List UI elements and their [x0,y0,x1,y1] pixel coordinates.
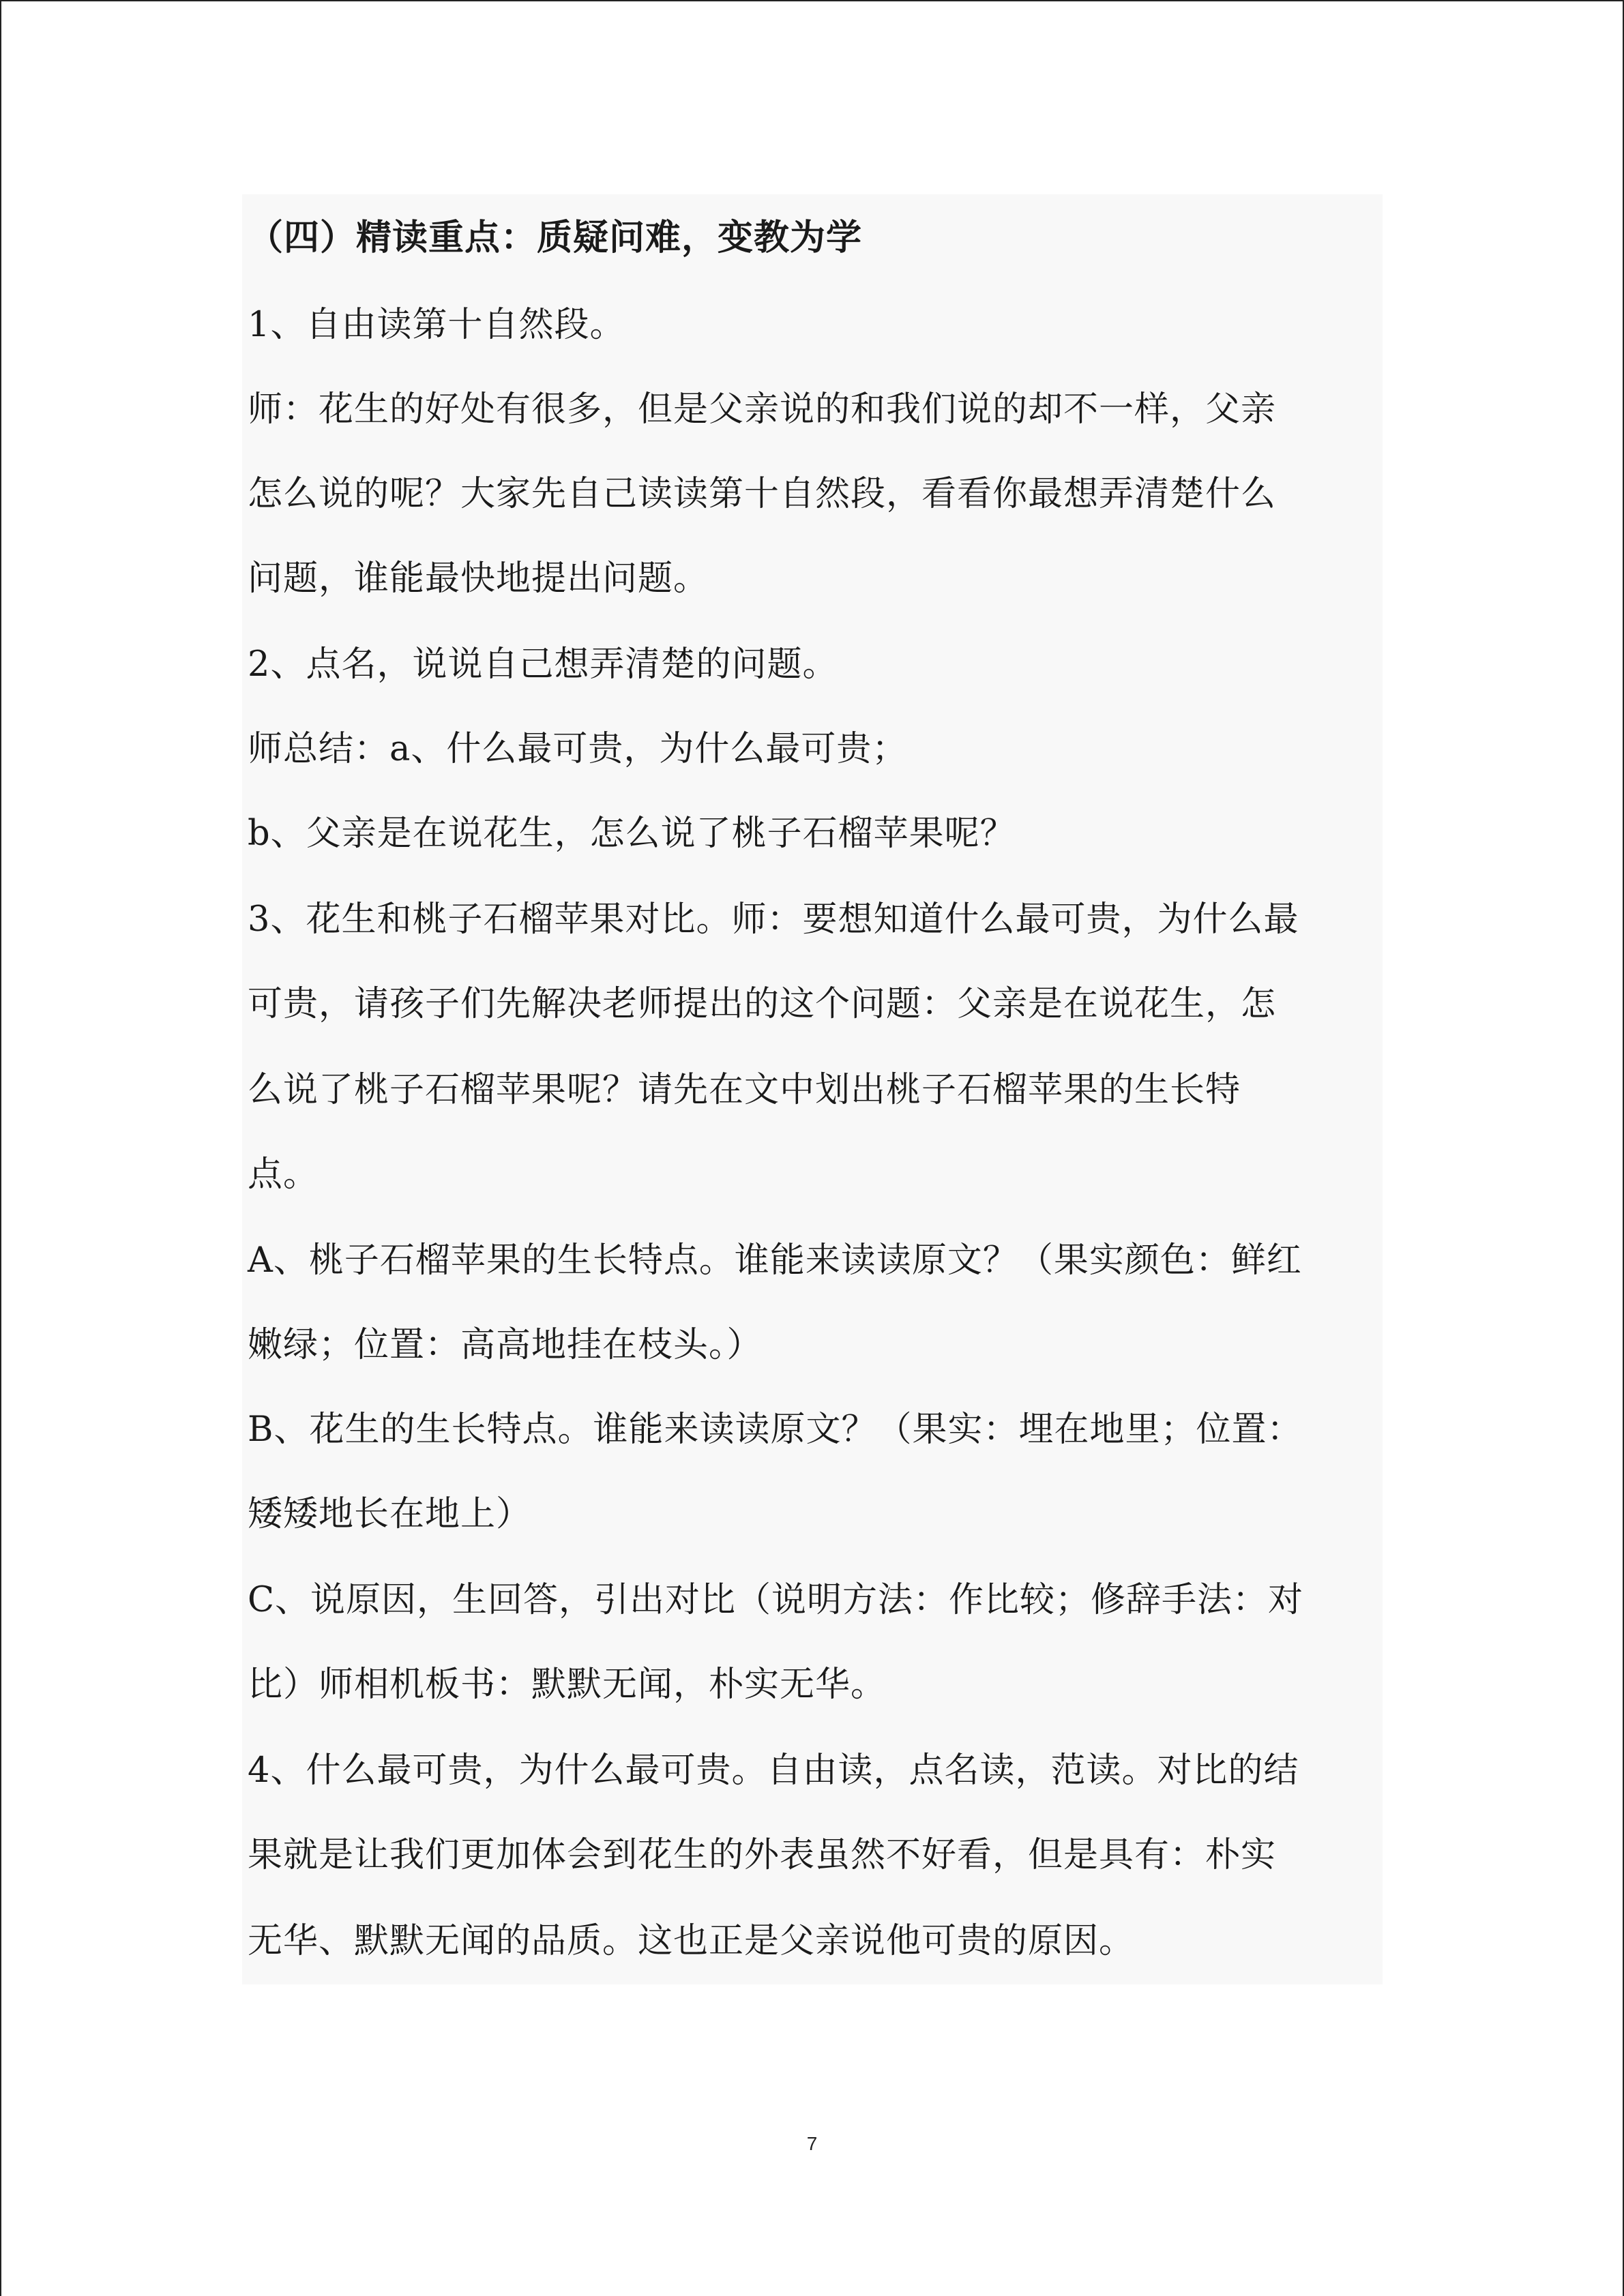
body-line-16: C、说原因，生回答，引出对比（说明方法：作比较；修辞手法：对 [248,1580,1304,1620]
body-line-19: 果就是让我们更加体会到花生的外表虽然不好看，但是具有：朴实 [248,1835,1277,1875]
body-line-18: 4、什么最可贵，为什么最可贵。自由读，点名读，范读。对比的结 [248,1750,1299,1791]
body-line-20: 无华、默默无闻的品质。这也正是父亲说他可贵的原因。 [248,1921,1135,1961]
body-line-14: B、花生的生长特点。谁能来读读原文？（果实：埋在地里；位置： [248,1410,1303,1450]
page-number: 7 [806,2133,818,2154]
body-line-3: 怎么说的呢？大家先自己读读第十自然段，看看你最想弄清楚什么 [248,474,1277,514]
body-line-7: b、父亲是在说花生，怎么说了桃子石榴苹果呢？ [248,814,1016,854]
body-line-9: 可贵，请孩子们先解决老师提出的这个问题：父亲是在说花生，怎 [248,984,1277,1024]
body-line-10: 么说了桃子石榴苹果呢？请先在文中划出桃子石榴苹果的生长特 [248,1070,1241,1110]
body-line-1: 1、自由读第十自然段。 [248,305,625,345]
body-line-6: 师总结：a、什么最可贵，为什么最可贵； [248,729,908,769]
body-line-11: 点。 [248,1154,319,1195]
body-line-4: 问题，谁能最快地提出问题。 [248,558,709,599]
body-line-13: 嫩绿；位置：高高地挂在枝头。） [248,1325,763,1365]
body-line-2: 师：花生的好处有很多，但是父亲说的和我们说的却不一样，父亲 [248,389,1277,430]
body-line-5: 2、点名，说说自己想弄清楚的问题。 [248,644,838,685]
body-line-12: A、桃子石榴苹果的生长特点。谁能来读读原文？（果实颜色：鲜红 [248,1240,1302,1281]
body-line-15: 矮矮地长在地上） [248,1494,532,1534]
body-line-17: 比）师相机板书：默默无闻，朴实无华。 [248,1665,887,1705]
body-line-8: 3、花生和桃子石榴苹果对比。师：要想知道什么最可贵，为什么最 [248,899,1299,940]
section-heading: （四）精读重点：质疑问难，变教为学 [248,218,863,258]
